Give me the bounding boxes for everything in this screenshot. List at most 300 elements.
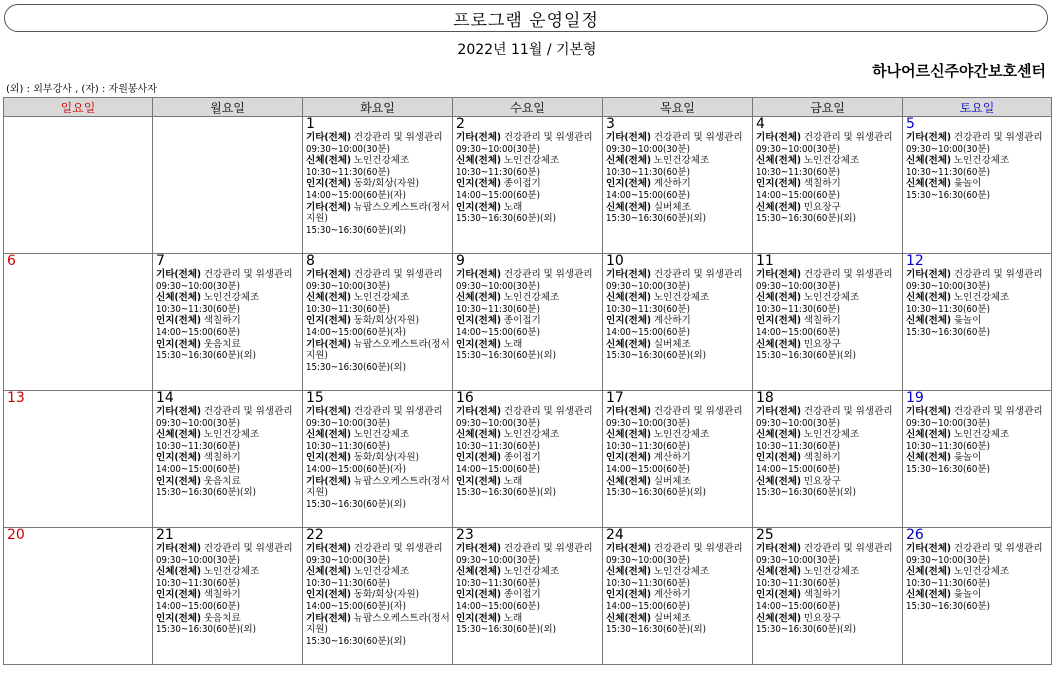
program-entry bbox=[606, 429, 752, 441]
program-time: 09:30~10:00(30분) bbox=[156, 280, 240, 292]
program-entry bbox=[306, 406, 452, 418]
program-time: 09:30~10:00(30분) bbox=[306, 143, 390, 155]
program-time: 10:30~11:30(60분) bbox=[756, 440, 840, 452]
program-name: 노인건강체조 bbox=[200, 429, 260, 441]
program-entry bbox=[606, 589, 752, 601]
program-time: 15:30~16:30(60분)(외) bbox=[756, 624, 856, 636]
program-name: 건강관리 및 위생관리 bbox=[350, 269, 443, 280]
program-time: 10:30~11:30(60분) bbox=[756, 303, 840, 315]
program-name: 색칠하기 bbox=[200, 315, 241, 327]
program-name: 윷놀이 bbox=[950, 178, 982, 190]
program-entry bbox=[306, 476, 452, 499]
day-number: 9 bbox=[456, 253, 465, 269]
program-name: 동화/회상(자원) bbox=[350, 178, 419, 190]
program-time: 14:00~15:00(60분)(자) bbox=[306, 189, 406, 201]
calendar-table bbox=[3, 97, 1052, 665]
program-category: 인지(전체) bbox=[456, 338, 501, 350]
page-title-box bbox=[4, 4, 1048, 32]
program-category: 신체(전체) bbox=[906, 566, 951, 578]
day-cell bbox=[4, 254, 153, 391]
program-name: 종이접기 bbox=[500, 452, 541, 464]
program-entry bbox=[606, 292, 752, 304]
program-category: 신체(전체) bbox=[456, 292, 501, 304]
program-category: 기타(전체) bbox=[906, 269, 951, 280]
program-time: 15:30~16:30(60분) bbox=[906, 326, 990, 338]
day-number: 17 bbox=[606, 390, 624, 406]
program-category: 기타(전체) bbox=[156, 406, 201, 417]
program-time: 15:30~16:30(60분)(외) bbox=[306, 224, 406, 236]
program-name: 노인건강체조 bbox=[800, 429, 860, 441]
program-category: 인지(전체) bbox=[756, 178, 801, 190]
day-number: 3 bbox=[606, 116, 615, 132]
program-entry bbox=[756, 339, 902, 351]
program-time: 10:30~11:30(60분) bbox=[906, 303, 990, 315]
program-entry bbox=[756, 406, 902, 418]
program-time: 09:30~10:00(30분) bbox=[306, 280, 390, 292]
program-entry bbox=[906, 269, 1051, 281]
program-name: 건강관리 및 위생관리 bbox=[650, 406, 743, 417]
program-entry bbox=[456, 543, 602, 555]
program-name: 노래 bbox=[500, 338, 523, 350]
program-time: 15:30~16:30(60분)(외) bbox=[456, 624, 556, 636]
program-name: 민요장구 bbox=[800, 338, 841, 350]
program-entry bbox=[756, 132, 902, 144]
program-category: 신체(전체) bbox=[606, 155, 651, 167]
program-entry bbox=[306, 132, 452, 144]
day-cell bbox=[753, 117, 903, 254]
program-name: 색칠하기 bbox=[800, 589, 841, 601]
program-entry bbox=[756, 613, 902, 625]
program-time: 14:00~15:00(60분) bbox=[156, 326, 240, 338]
program-category: 신체(전체) bbox=[906, 155, 951, 167]
program-entry bbox=[756, 476, 902, 488]
program-time: 15:30~16:30(60분)(외) bbox=[306, 635, 406, 647]
program-category: 인지(전체) bbox=[156, 338, 201, 350]
program-name: 색칠하기 bbox=[200, 452, 241, 464]
day-number: 25 bbox=[756, 527, 774, 543]
day-cell bbox=[753, 528, 903, 665]
program-entry bbox=[306, 178, 452, 190]
program-name: 건강관리 및 위생관리 bbox=[650, 543, 743, 554]
program-entry bbox=[756, 202, 902, 214]
program-entry bbox=[756, 566, 902, 578]
program-category: 신체(전체) bbox=[306, 566, 351, 578]
program-name: 동화/회상(자원) bbox=[350, 589, 419, 601]
program-time: 15:30~16:30(60분) bbox=[906, 463, 990, 475]
program-name: 실버체조 bbox=[650, 201, 691, 213]
program-entry bbox=[306, 155, 452, 167]
program-time: 14:00~15:00(60분) bbox=[606, 463, 690, 475]
day-number: 16 bbox=[456, 390, 474, 406]
program-time: 09:30~10:00(30분) bbox=[756, 143, 840, 155]
program-category: 신체(전체) bbox=[906, 429, 951, 441]
program-time: 10:30~11:30(60분) bbox=[906, 440, 990, 452]
program-time: 09:30~10:00(30분) bbox=[456, 280, 540, 292]
program-name: 윷놀이 bbox=[950, 589, 982, 601]
program-category: 인지(전체) bbox=[456, 201, 501, 213]
weekday-header: 일요일 bbox=[4, 98, 153, 117]
program-category: 신체(전체) bbox=[906, 452, 951, 464]
program-name: 노인건강체조 bbox=[200, 566, 260, 578]
program-entry bbox=[606, 543, 752, 555]
program-time: 15:30~16:30(60분)(외) bbox=[606, 213, 706, 225]
program-time: 15:30~16:30(60분)(외) bbox=[456, 350, 556, 362]
program-entry bbox=[756, 292, 902, 304]
program-category: 기타(전체) bbox=[756, 132, 801, 143]
program-time: 14:00~15:00(60분)(자) bbox=[306, 463, 406, 475]
program-name: 실버체조 bbox=[650, 612, 691, 624]
program-time: 14:00~15:00(60분)(자) bbox=[306, 326, 406, 338]
program-category: 신체(전체) bbox=[906, 178, 951, 190]
program-name: 웃음치료 bbox=[200, 475, 241, 487]
program-time: 10:30~11:30(60분) bbox=[906, 166, 990, 178]
day-cell bbox=[153, 391, 303, 528]
program-category: 인지(전체) bbox=[606, 315, 651, 327]
program-name: 노인건강체조 bbox=[500, 429, 560, 441]
program-entry bbox=[906, 452, 1051, 464]
program-time: 10:30~11:30(60분) bbox=[606, 166, 690, 178]
program-name: 건강관리 및 위생관리 bbox=[350, 543, 443, 554]
program-entry bbox=[306, 543, 452, 555]
weekday-header: 화요일 bbox=[303, 98, 453, 117]
day-number: 11 bbox=[756, 253, 774, 269]
program-time: 09:30~10:00(30분) bbox=[456, 143, 540, 155]
program-category: 신체(전체) bbox=[906, 292, 951, 304]
day-number: 21 bbox=[156, 527, 174, 543]
weekday-header: 목요일 bbox=[603, 98, 753, 117]
program-time: 14:00~15:00(60분) bbox=[606, 600, 690, 612]
program-category: 기타(전체) bbox=[306, 612, 351, 624]
program-time: 15:30~16:30(60분) bbox=[906, 600, 990, 612]
program-name: 노인건강체조 bbox=[500, 292, 560, 304]
program-entry bbox=[906, 315, 1051, 327]
day-cell bbox=[4, 391, 153, 528]
day-number: 24 bbox=[606, 527, 624, 543]
day-cell bbox=[753, 391, 903, 528]
program-category: 인지(전체) bbox=[606, 589, 651, 601]
day-cell bbox=[303, 391, 453, 528]
day-cell bbox=[4, 528, 153, 665]
program-category: 신체(전체) bbox=[306, 429, 351, 441]
program-category: 신체(전체) bbox=[756, 566, 801, 578]
program-name: 실버체조 bbox=[650, 338, 691, 350]
day-number: 2 bbox=[456, 116, 465, 132]
program-time: 09:30~10:00(30분) bbox=[606, 280, 690, 292]
program-category: 기타(전체) bbox=[156, 269, 201, 280]
program-time: 15:30~16:30(60분)(외) bbox=[306, 498, 406, 510]
program-time: 10:30~11:30(60분) bbox=[306, 440, 390, 452]
program-category: 기타(전체) bbox=[306, 269, 351, 280]
program-name: 노래 bbox=[500, 475, 523, 487]
program-category: 인지(전체) bbox=[756, 589, 801, 601]
program-name: 계산하기 bbox=[650, 178, 691, 190]
day-cell bbox=[303, 254, 453, 391]
program-entry bbox=[456, 589, 602, 601]
program-entry bbox=[906, 589, 1051, 601]
program-time: 09:30~10:00(30분) bbox=[906, 280, 990, 292]
day-number: 23 bbox=[456, 527, 474, 543]
program-entry bbox=[456, 178, 602, 190]
program-category: 기타(전체) bbox=[906, 132, 951, 143]
day-cell bbox=[453, 528, 603, 665]
program-category: 인지(전체) bbox=[156, 612, 201, 624]
program-category: 인지(전체) bbox=[456, 475, 501, 487]
program-time: 14:00~15:00(60분) bbox=[156, 600, 240, 612]
program-name: 건강관리 및 위생관리 bbox=[500, 406, 593, 417]
day-cell bbox=[303, 117, 453, 254]
program-name: 뉴팝스오케스트라(정서지원) bbox=[306, 201, 450, 225]
program-entry bbox=[306, 429, 452, 441]
day-cell bbox=[153, 117, 303, 254]
day-cell bbox=[603, 391, 753, 528]
program-category: 신체(전체) bbox=[756, 201, 801, 213]
program-time: 09:30~10:00(30분) bbox=[456, 554, 540, 566]
program-name: 계산하기 bbox=[650, 315, 691, 327]
program-category: 기타(전체) bbox=[306, 475, 351, 487]
calendar-body bbox=[4, 117, 1052, 665]
program-time: 15:30~16:30(60분)(외) bbox=[756, 487, 856, 499]
program-category: 인지(전체) bbox=[456, 452, 501, 464]
program-name: 건강관리 및 위생관리 bbox=[500, 132, 593, 143]
program-name: 계산하기 bbox=[650, 589, 691, 601]
program-category: 기타(전체) bbox=[456, 406, 501, 417]
program-category: 신체(전체) bbox=[456, 566, 501, 578]
program-time: 09:30~10:00(30분) bbox=[156, 554, 240, 566]
program-name: 건강관리 및 위생관리 bbox=[800, 406, 893, 417]
program-category: 신체(전체) bbox=[606, 566, 651, 578]
program-time: 14:00~15:00(60분)(자) bbox=[306, 600, 406, 612]
program-time: 10:30~11:30(60분) bbox=[456, 166, 540, 178]
program-category: 신체(전체) bbox=[606, 201, 651, 213]
program-category: 인지(전체) bbox=[156, 315, 201, 327]
program-time: 14:00~15:00(60분) bbox=[456, 326, 540, 338]
program-category: 신체(전체) bbox=[606, 429, 651, 441]
program-entry bbox=[606, 406, 752, 418]
program-entry bbox=[156, 406, 302, 418]
center-name: 하나어르신주야간보호센터 bbox=[872, 62, 1046, 80]
program-category: 신체(전체) bbox=[756, 612, 801, 624]
program-category: 기타(전체) bbox=[606, 132, 651, 143]
program-entry bbox=[906, 292, 1051, 304]
program-entry bbox=[456, 339, 602, 351]
program-name: 건강관리 및 위생관리 bbox=[200, 543, 293, 554]
day-number: 13 bbox=[7, 390, 25, 406]
program-time: 15:30~16:30(60분)(외) bbox=[156, 487, 256, 499]
program-time: 10:30~11:30(60분) bbox=[606, 303, 690, 315]
program-category: 기타(전체) bbox=[606, 269, 651, 280]
program-entry bbox=[306, 292, 452, 304]
program-time: 14:00~15:00(60분) bbox=[456, 463, 540, 475]
program-name: 노인건강체조 bbox=[500, 155, 560, 167]
program-name: 노인건강체조 bbox=[650, 292, 710, 304]
program-name: 건강관리 및 위생관리 bbox=[350, 406, 443, 417]
program-name: 노래 bbox=[500, 201, 523, 213]
program-category: 신체(전체) bbox=[156, 429, 201, 441]
program-time: 09:30~10:00(30분) bbox=[306, 417, 390, 429]
program-name: 민요장구 bbox=[800, 612, 841, 624]
program-entry bbox=[306, 613, 452, 636]
program-entry bbox=[756, 589, 902, 601]
program-category: 신체(전체) bbox=[456, 155, 501, 167]
program-entry bbox=[456, 566, 602, 578]
program-entry bbox=[306, 566, 452, 578]
weekday-header: 수요일 bbox=[453, 98, 603, 117]
program-name: 건강관리 및 위생관리 bbox=[500, 269, 593, 280]
program-time: 15:30~16:30(60분)(외) bbox=[156, 624, 256, 636]
program-name: 노인건강체조 bbox=[950, 429, 1010, 441]
program-time: 15:30~16:30(60분)(외) bbox=[756, 350, 856, 362]
day-cell bbox=[4, 117, 153, 254]
day-cell bbox=[603, 117, 753, 254]
program-time: 10:30~11:30(60분) bbox=[306, 166, 390, 178]
program-name: 민요장구 bbox=[800, 475, 841, 487]
day-number: 14 bbox=[156, 390, 174, 406]
program-name: 뉴팝스오케스트라(정서지원) bbox=[306, 338, 450, 362]
program-time: 10:30~11:30(60분) bbox=[456, 303, 540, 315]
program-time: 09:30~10:00(30분) bbox=[756, 280, 840, 292]
program-name: 노인건강체조 bbox=[950, 566, 1010, 578]
program-category: 인지(전체) bbox=[456, 589, 501, 601]
program-entry bbox=[306, 589, 452, 601]
program-entry bbox=[606, 178, 752, 190]
week-row bbox=[4, 117, 1052, 254]
program-time: 14:00~15:00(60분) bbox=[756, 326, 840, 338]
program-name: 건강관리 및 위생관리 bbox=[800, 543, 893, 554]
day-cell bbox=[903, 254, 1052, 391]
program-category: 신체(전체) bbox=[906, 315, 951, 327]
day-number: 7 bbox=[156, 253, 165, 269]
program-time: 10:30~11:30(60분) bbox=[456, 440, 540, 452]
program-category: 신체(전체) bbox=[906, 589, 951, 601]
program-entry bbox=[456, 269, 602, 281]
program-entry bbox=[456, 315, 602, 327]
program-time: 10:30~11:30(60분) bbox=[156, 577, 240, 589]
program-name: 동화/회상(자원) bbox=[350, 315, 419, 327]
program-entry bbox=[156, 589, 302, 601]
program-time: 14:00~15:00(60분) bbox=[606, 189, 690, 201]
program-time: 10:30~11:30(60분) bbox=[606, 440, 690, 452]
program-category: 기타(전체) bbox=[306, 201, 351, 213]
program-category: 신체(전체) bbox=[756, 155, 801, 167]
program-category: 기타(전체) bbox=[456, 269, 501, 280]
program-category: 인지(전체) bbox=[456, 612, 501, 624]
program-entry bbox=[156, 566, 302, 578]
day-number: 10 bbox=[606, 253, 624, 269]
program-category: 신체(전체) bbox=[606, 338, 651, 350]
program-name: 건강관리 및 위생관리 bbox=[200, 269, 293, 280]
week-row bbox=[4, 391, 1052, 528]
page-title: 프로그램 운영일정 bbox=[453, 10, 599, 31]
program-time: 15:30~16:30(60분)(외) bbox=[756, 213, 856, 225]
day-cell bbox=[753, 254, 903, 391]
program-entry bbox=[156, 452, 302, 464]
day-cell bbox=[903, 117, 1052, 254]
program-entry bbox=[306, 202, 452, 225]
program-category: 신체(전체) bbox=[306, 155, 351, 167]
program-category: 기타(전체) bbox=[156, 543, 201, 554]
program-name: 건강관리 및 위생관리 bbox=[650, 269, 743, 280]
program-time: 10:30~11:30(60분) bbox=[906, 577, 990, 589]
program-time: 14:00~15:00(60분) bbox=[756, 600, 840, 612]
program-name: 종이접기 bbox=[500, 178, 541, 190]
program-name: 건강관리 및 위생관리 bbox=[650, 132, 743, 143]
day-number: 19 bbox=[906, 390, 924, 406]
program-time: 09:30~10:00(30분) bbox=[606, 417, 690, 429]
program-entry bbox=[156, 339, 302, 351]
program-entry bbox=[306, 315, 452, 327]
program-time: 14:00~15:00(60분) bbox=[756, 189, 840, 201]
program-time: 15:30~16:30(60분) bbox=[906, 189, 990, 201]
program-entry bbox=[306, 269, 452, 281]
program-name: 색칠하기 bbox=[800, 452, 841, 464]
day-number: 20 bbox=[7, 527, 25, 543]
program-time: 15:30~16:30(60분)(외) bbox=[156, 350, 256, 362]
day-cell bbox=[453, 391, 603, 528]
program-category: 신체(전체) bbox=[756, 429, 801, 441]
program-name: 노인건강체조 bbox=[350, 155, 410, 167]
program-entry bbox=[306, 339, 452, 362]
program-name: 뉴팝스오케스트라(정서지원) bbox=[306, 612, 450, 636]
weekday-header: 월요일 bbox=[153, 98, 303, 117]
program-time: 15:30~16:30(60분)(외) bbox=[456, 213, 556, 225]
day-number: 15 bbox=[306, 390, 324, 406]
program-entry bbox=[756, 155, 902, 167]
program-entry bbox=[606, 269, 752, 281]
program-time: 14:00~15:00(60분) bbox=[456, 600, 540, 612]
day-cell bbox=[153, 254, 303, 391]
program-category: 기타(전체) bbox=[606, 543, 651, 554]
day-number: 6 bbox=[7, 253, 16, 269]
program-entry bbox=[606, 566, 752, 578]
program-category: 인지(전체) bbox=[156, 475, 201, 487]
program-category: 신체(전체) bbox=[456, 429, 501, 441]
day-cell bbox=[903, 391, 1052, 528]
program-category: 기타(전체) bbox=[906, 406, 951, 417]
program-time: 10:30~11:30(60분) bbox=[156, 303, 240, 315]
day-cell bbox=[153, 528, 303, 665]
program-time: 09:30~10:00(30분) bbox=[906, 143, 990, 155]
program-category: 기타(전체) bbox=[306, 406, 351, 417]
week-row bbox=[4, 254, 1052, 391]
day-number: 18 bbox=[756, 390, 774, 406]
program-category: 기타(전체) bbox=[756, 406, 801, 417]
day-number: 1 bbox=[306, 116, 315, 132]
program-entry bbox=[156, 269, 302, 281]
program-name: 계산하기 bbox=[650, 452, 691, 464]
program-entry bbox=[456, 476, 602, 488]
program-category: 신체(전체) bbox=[756, 338, 801, 350]
program-name: 건강관리 및 위생관리 bbox=[350, 132, 443, 143]
program-category: 기타(전체) bbox=[756, 269, 801, 280]
program-name: 동화/회상(자원) bbox=[350, 452, 419, 464]
day-number: 5 bbox=[906, 116, 915, 132]
program-category: 인지(전체) bbox=[306, 452, 351, 464]
program-time: 10:30~11:30(60분) bbox=[606, 577, 690, 589]
program-name: 노래 bbox=[500, 612, 523, 624]
program-name: 노인건강체조 bbox=[650, 566, 710, 578]
program-time: 10:30~11:30(60분) bbox=[756, 166, 840, 178]
day-cell bbox=[453, 254, 603, 391]
program-entry bbox=[156, 476, 302, 488]
program-category: 인지(전체) bbox=[306, 589, 351, 601]
program-entry bbox=[456, 202, 602, 214]
program-name: 건강관리 및 위생관리 bbox=[950, 543, 1043, 554]
program-entry bbox=[756, 178, 902, 190]
program-category: 신체(전체) bbox=[756, 475, 801, 487]
program-category: 기타(전체) bbox=[456, 132, 501, 143]
program-entry bbox=[756, 543, 902, 555]
program-category: 신체(전체) bbox=[606, 292, 651, 304]
